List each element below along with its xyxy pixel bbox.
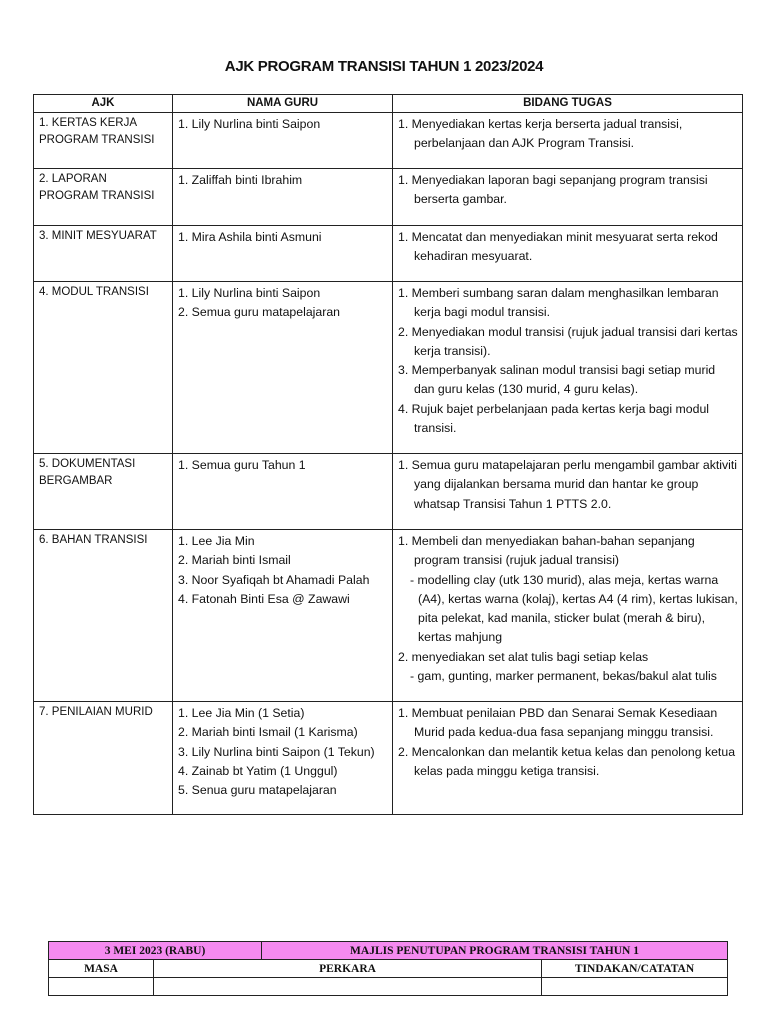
header-nama-guru: NAMA GURU xyxy=(173,95,393,113)
tugas-item: 1. Membeli dan menyediakan bahan-bahan sepanjang program transisi (rujuk jadual transisi) xyxy=(398,534,695,568)
table-row xyxy=(34,113,743,169)
tugas-item: 4. Rujuk bajet perbelanjaan pada kertas kerja bagi modul transisi. xyxy=(398,401,710,436)
table-header-row xyxy=(34,95,743,113)
tugas-cell xyxy=(393,169,743,226)
table-row xyxy=(34,169,743,226)
page-title: AJK PROGRAM TRANSISI TAHUN 1 2023/2024 xyxy=(224,58,544,75)
tugas-item: 2. Menyediakan modul transisi (rujuk jadual transisi dari kertas kerja transisi). xyxy=(398,324,738,358)
tugas-cell xyxy=(393,226,743,282)
tugas-item: 1. Membuat penilaian PBD dan Senarai Semak Kesediaan Murid pada kedua-dua fasa sepanjang minggu transisi. xyxy=(398,706,718,740)
ajk-line: 5. DOKUMENTASI xyxy=(39,458,136,470)
tugas-item: 3. Memperbanyak salinan modul transisi bagi setiap murid dan guru kelas (130 murid, 4 guru kelas). xyxy=(398,363,716,397)
guru-name: 5. Senua guru matapelajaran xyxy=(178,783,337,798)
ajk-line: 4. MODUL TRANSISI xyxy=(39,286,149,298)
header-ajk: AJK xyxy=(34,95,173,113)
ajk-line: BERGAMBAR xyxy=(39,475,113,487)
tugas-cell xyxy=(393,282,743,454)
tugas-item: 1. Menyediakan laporan bagi sepanjang program transisi berserta gambar. xyxy=(398,173,708,207)
ajk-line: 6. BAHAN TRANSISI xyxy=(39,534,148,546)
tugas-item: 1. Mencatat dan menyediakan minit mesyuarat serta rekod kehadiran mesyuarat. xyxy=(398,230,718,264)
guru-cell xyxy=(173,169,393,226)
tugas-item: 1. Memberi sumbang saran dalam menghasilkan lembaran kerja bagi modul transisi. xyxy=(398,286,719,320)
guru-name: 1. Zaliffah binti Ibrahim xyxy=(178,173,303,187)
ajk-cell xyxy=(34,113,173,169)
guru-cell xyxy=(173,113,393,169)
guru-name: 3. Noor Syafiqah bt Ahamadi Palah xyxy=(178,572,370,587)
empty-cell-tindakan xyxy=(542,978,728,996)
guru-name: 1. Lee Jia Min (1 Setia) xyxy=(178,706,305,720)
tugas-cell xyxy=(393,454,743,530)
header-masa: MASA xyxy=(49,960,154,978)
header-bidang-tugas: BIDANG TUGAS xyxy=(393,95,743,113)
guru-name: 1. Lily Nurlina binti Saipon xyxy=(178,117,321,131)
ajk-line: 7. PENILAIAN MURID xyxy=(39,706,153,718)
guru-name: 2. Mariah binti Ismail (1 Karisma) xyxy=(178,725,358,740)
header-tindakan: TINDAKAN/CATATAN xyxy=(542,960,728,978)
empty-cell-perkara xyxy=(154,978,542,996)
guru-name: 3. Lily Nurlina binti Saipon (1 Tekun) xyxy=(178,744,375,759)
table-row xyxy=(34,282,743,454)
tugas-cell xyxy=(393,113,743,169)
tugas-subitem: - gam, gunting, marker permanent, bekas/bakul alat tulis xyxy=(410,669,717,684)
ajk-cell xyxy=(34,226,173,282)
event-name: MAJLIS PENUTUPAN PROGRAM TRANSISI TAHUN 1 xyxy=(262,942,728,960)
ajk-cell xyxy=(34,282,173,454)
guru-cell xyxy=(173,226,393,282)
ajk-cell xyxy=(34,530,173,702)
ajk-table xyxy=(33,94,743,815)
guru-name: 2. Mariah binti Ismail xyxy=(178,553,291,568)
tugas-subitem: - modelling clay (utk 130 murid), alas meja, kertas warna (A4), kertas warna (kolaj), kertas A4 (4 rim), kertas lukisan, pita pelekat, kad manila, sticker bulat (merah & biru), kertas mahjung xyxy=(410,572,738,645)
ajk-cell xyxy=(34,702,173,815)
table-row xyxy=(34,226,743,282)
ajk-line: 3. MINIT MESYUARAT xyxy=(39,230,157,242)
guru-cell xyxy=(173,282,393,454)
ajk-line: 1. KERTAS KERJA xyxy=(39,117,137,129)
event-row xyxy=(49,942,728,960)
event-date: 3 MEI 2023 (RABU) xyxy=(49,942,262,960)
guru-cell xyxy=(173,530,393,702)
table-row xyxy=(34,530,743,702)
ajk-cell xyxy=(34,169,173,226)
table-row xyxy=(34,702,743,815)
guru-cell xyxy=(173,454,393,530)
guru-name: 4. Fatonah Binti Esa @ Zawawi xyxy=(178,591,350,606)
tugas-cell xyxy=(393,530,743,702)
empty-row xyxy=(49,978,728,996)
ajk-line: PROGRAM TRANSISI xyxy=(39,134,155,146)
guru-name: 1. Mira Ashila binti Asmuni xyxy=(178,230,322,244)
tugas-item: 2. menyediakan set alat tulis bagi setiap kelas xyxy=(398,649,649,664)
closing-ceremony-table xyxy=(48,941,728,996)
guru-cell xyxy=(173,702,393,815)
guru-name: 1. Lily Nurlina binti Saipon xyxy=(178,286,321,300)
footer-header-row xyxy=(49,960,728,978)
header-perkara: PERKARA xyxy=(154,960,542,978)
guru-name: 1. Lee Jia Min xyxy=(178,534,255,548)
guru-name: 1. Semua guru Tahun 1 xyxy=(178,458,306,472)
tugas-cell xyxy=(393,702,743,815)
tugas-item: 2. Mencalonkan dan melantik ketua kelas dan penolong ketua kelas pada minggu ketiga transisi. xyxy=(398,744,736,778)
guru-name: 2. Semua guru matapelajaran xyxy=(178,305,341,320)
empty-cell-masa xyxy=(49,978,154,996)
tugas-item: 1. Semua guru matapelajaran perlu mengambil gambar aktiviti yang dijalankan bersama murid dan hantar ke group whatsap Transisi Tahun 1 PTTS 2.0. xyxy=(398,458,738,511)
ajk-cell xyxy=(34,454,173,530)
ajk-line: PROGRAM TRANSISI xyxy=(39,190,155,202)
guru-name: 4. Zainab bt Yatim (1 Unggul) xyxy=(178,763,338,778)
ajk-line: 2. LAPORAN xyxy=(39,173,107,185)
table-row xyxy=(34,454,743,530)
tugas-item: 1. Menyediakan kertas kerja berserta jadual transisi, perbelanjaan dan AJK Program Transisi. xyxy=(398,117,683,151)
